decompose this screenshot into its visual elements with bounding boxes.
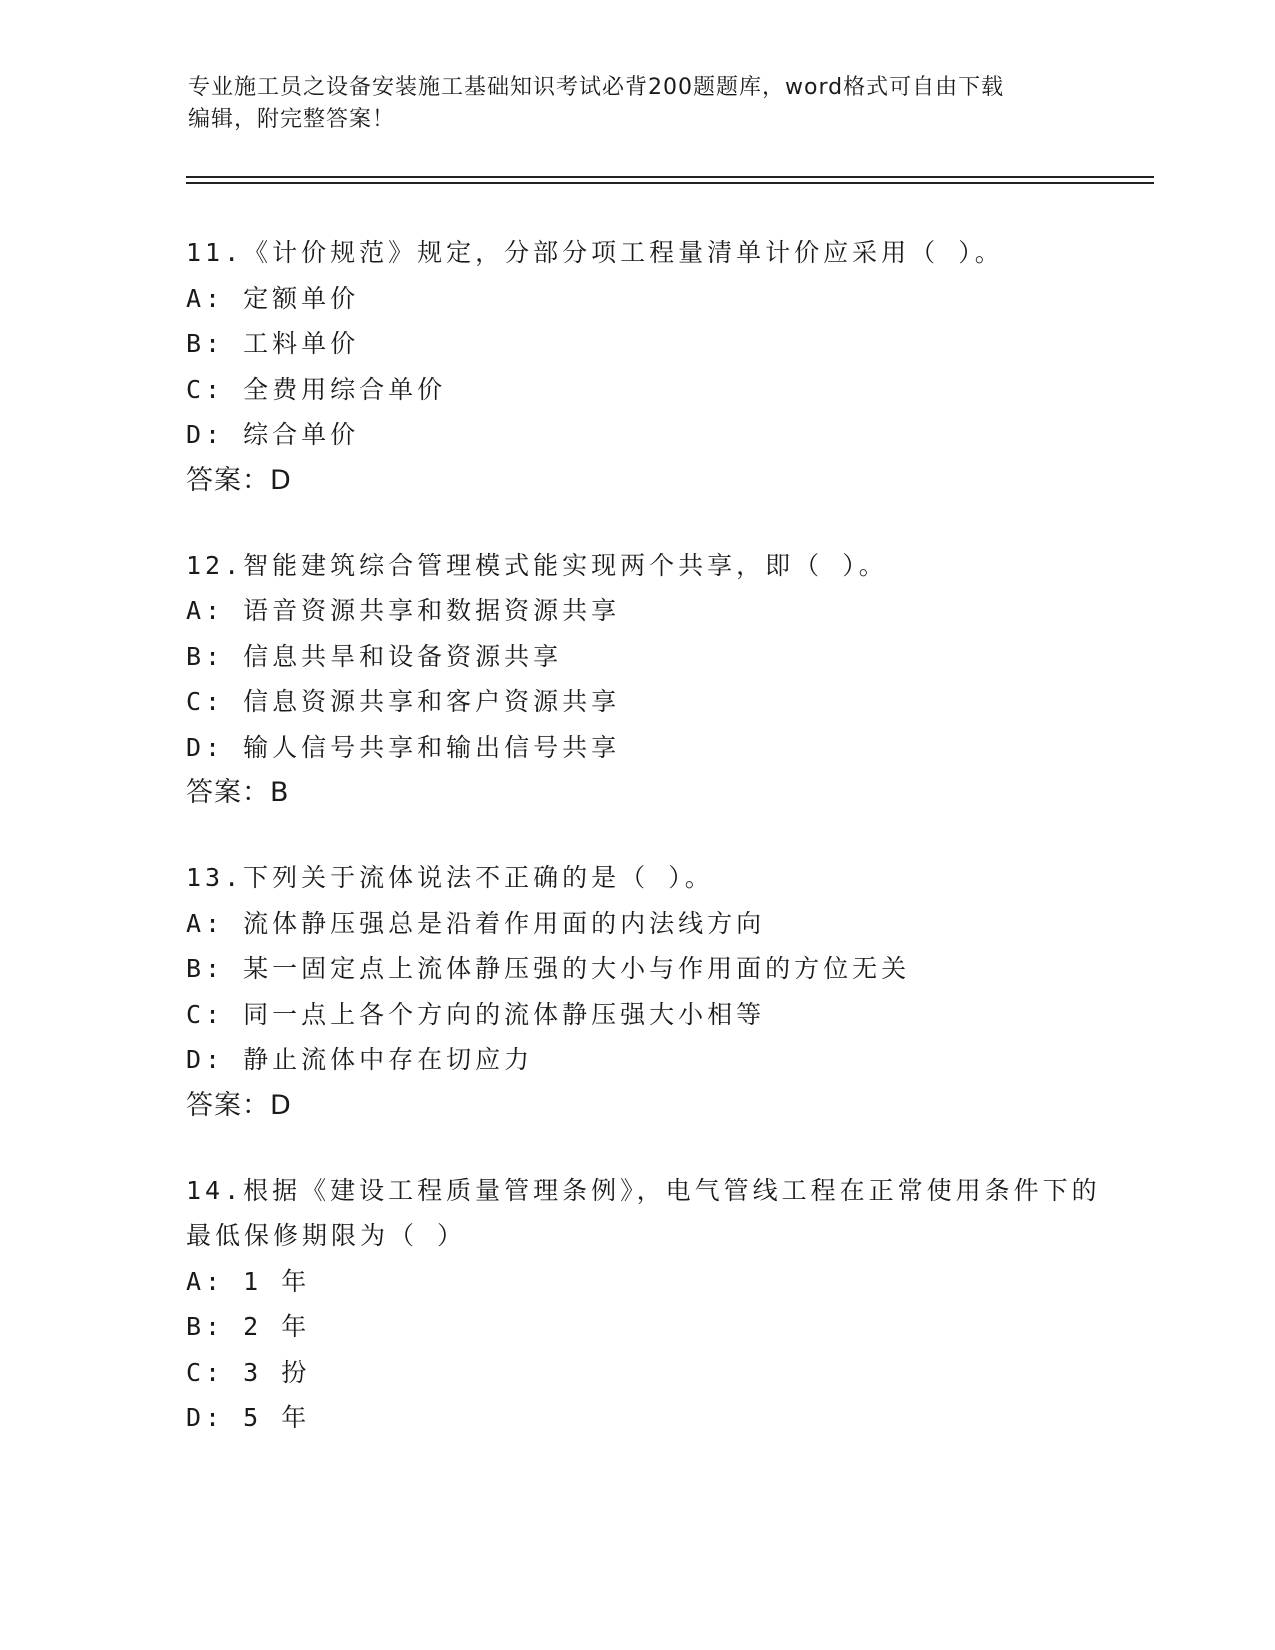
answer-label: 答案：B	[186, 777, 290, 808]
option-b: B: 工料单价	[186, 329, 360, 358]
option-d: D: 5 年	[186, 1403, 311, 1432]
answer-label: 答案：D	[186, 464, 292, 496]
question-stem: 13.下列关于流体说法不正确的是（ ）。	[186, 863, 714, 892]
option-d: D: 综合单价	[186, 420, 360, 449]
option-c: C: 同一点上各个方向的流体静压强大小相等	[186, 999, 766, 1029]
question-list	[186, 230, 1116, 1481]
header-divider-top	[186, 176, 1154, 178]
question-stem: 11.《计价规范》规定，分部分项工程量清单计价应采用（ ）。	[186, 238, 1004, 267]
option-c: C: 3 扮	[186, 1357, 311, 1387]
option-b: B: 2 年	[186, 1312, 311, 1341]
question-14	[186, 1168, 1116, 1441]
question-stem: 14.根据《建设工程质量管理条例》，电气管线工程在正常使用条件下的最低保修期限为（ ）	[186, 1175, 1101, 1250]
option-d: D: 静止流体中存在切应力	[186, 1045, 534, 1074]
option-a: A: 语音资源共享和数据资源共享	[186, 596, 621, 625]
question-stem: 12.智能建筑综合管理模式能实现两个共享，即（ ）。	[186, 550, 888, 580]
option-a: A: 1 年	[186, 1266, 311, 1296]
answer-label: 答案：D	[186, 1089, 292, 1121]
question-12	[186, 543, 1116, 816]
question-13	[186, 855, 1116, 1128]
header-line-2: 编辑，附完整答案！	[188, 107, 396, 132]
header-line-1: 专业施工员之设备安装施工基础知识考试必背200题题库，word格式可自由下载	[188, 75, 1005, 100]
option-a: A: 流体静压强总是沿着作用面的内法线方向	[186, 908, 766, 938]
option-c: C: 信息资源共享和客户资源共享	[186, 687, 621, 716]
header-divider-bottom	[186, 182, 1154, 184]
document-header	[188, 72, 1088, 136]
option-c: C: 全费用综合单价	[186, 374, 447, 404]
option-b: B: 某一固定点上流体静压强的大小与作用面的方位无关	[186, 954, 911, 983]
option-b: B: 信息共旱和设备资源共享	[186, 641, 563, 671]
option-a: A: 定额单价	[186, 283, 360, 313]
option-d: D: 输人信号共享和输出信号共享	[186, 732, 621, 762]
question-11	[186, 230, 1116, 503]
